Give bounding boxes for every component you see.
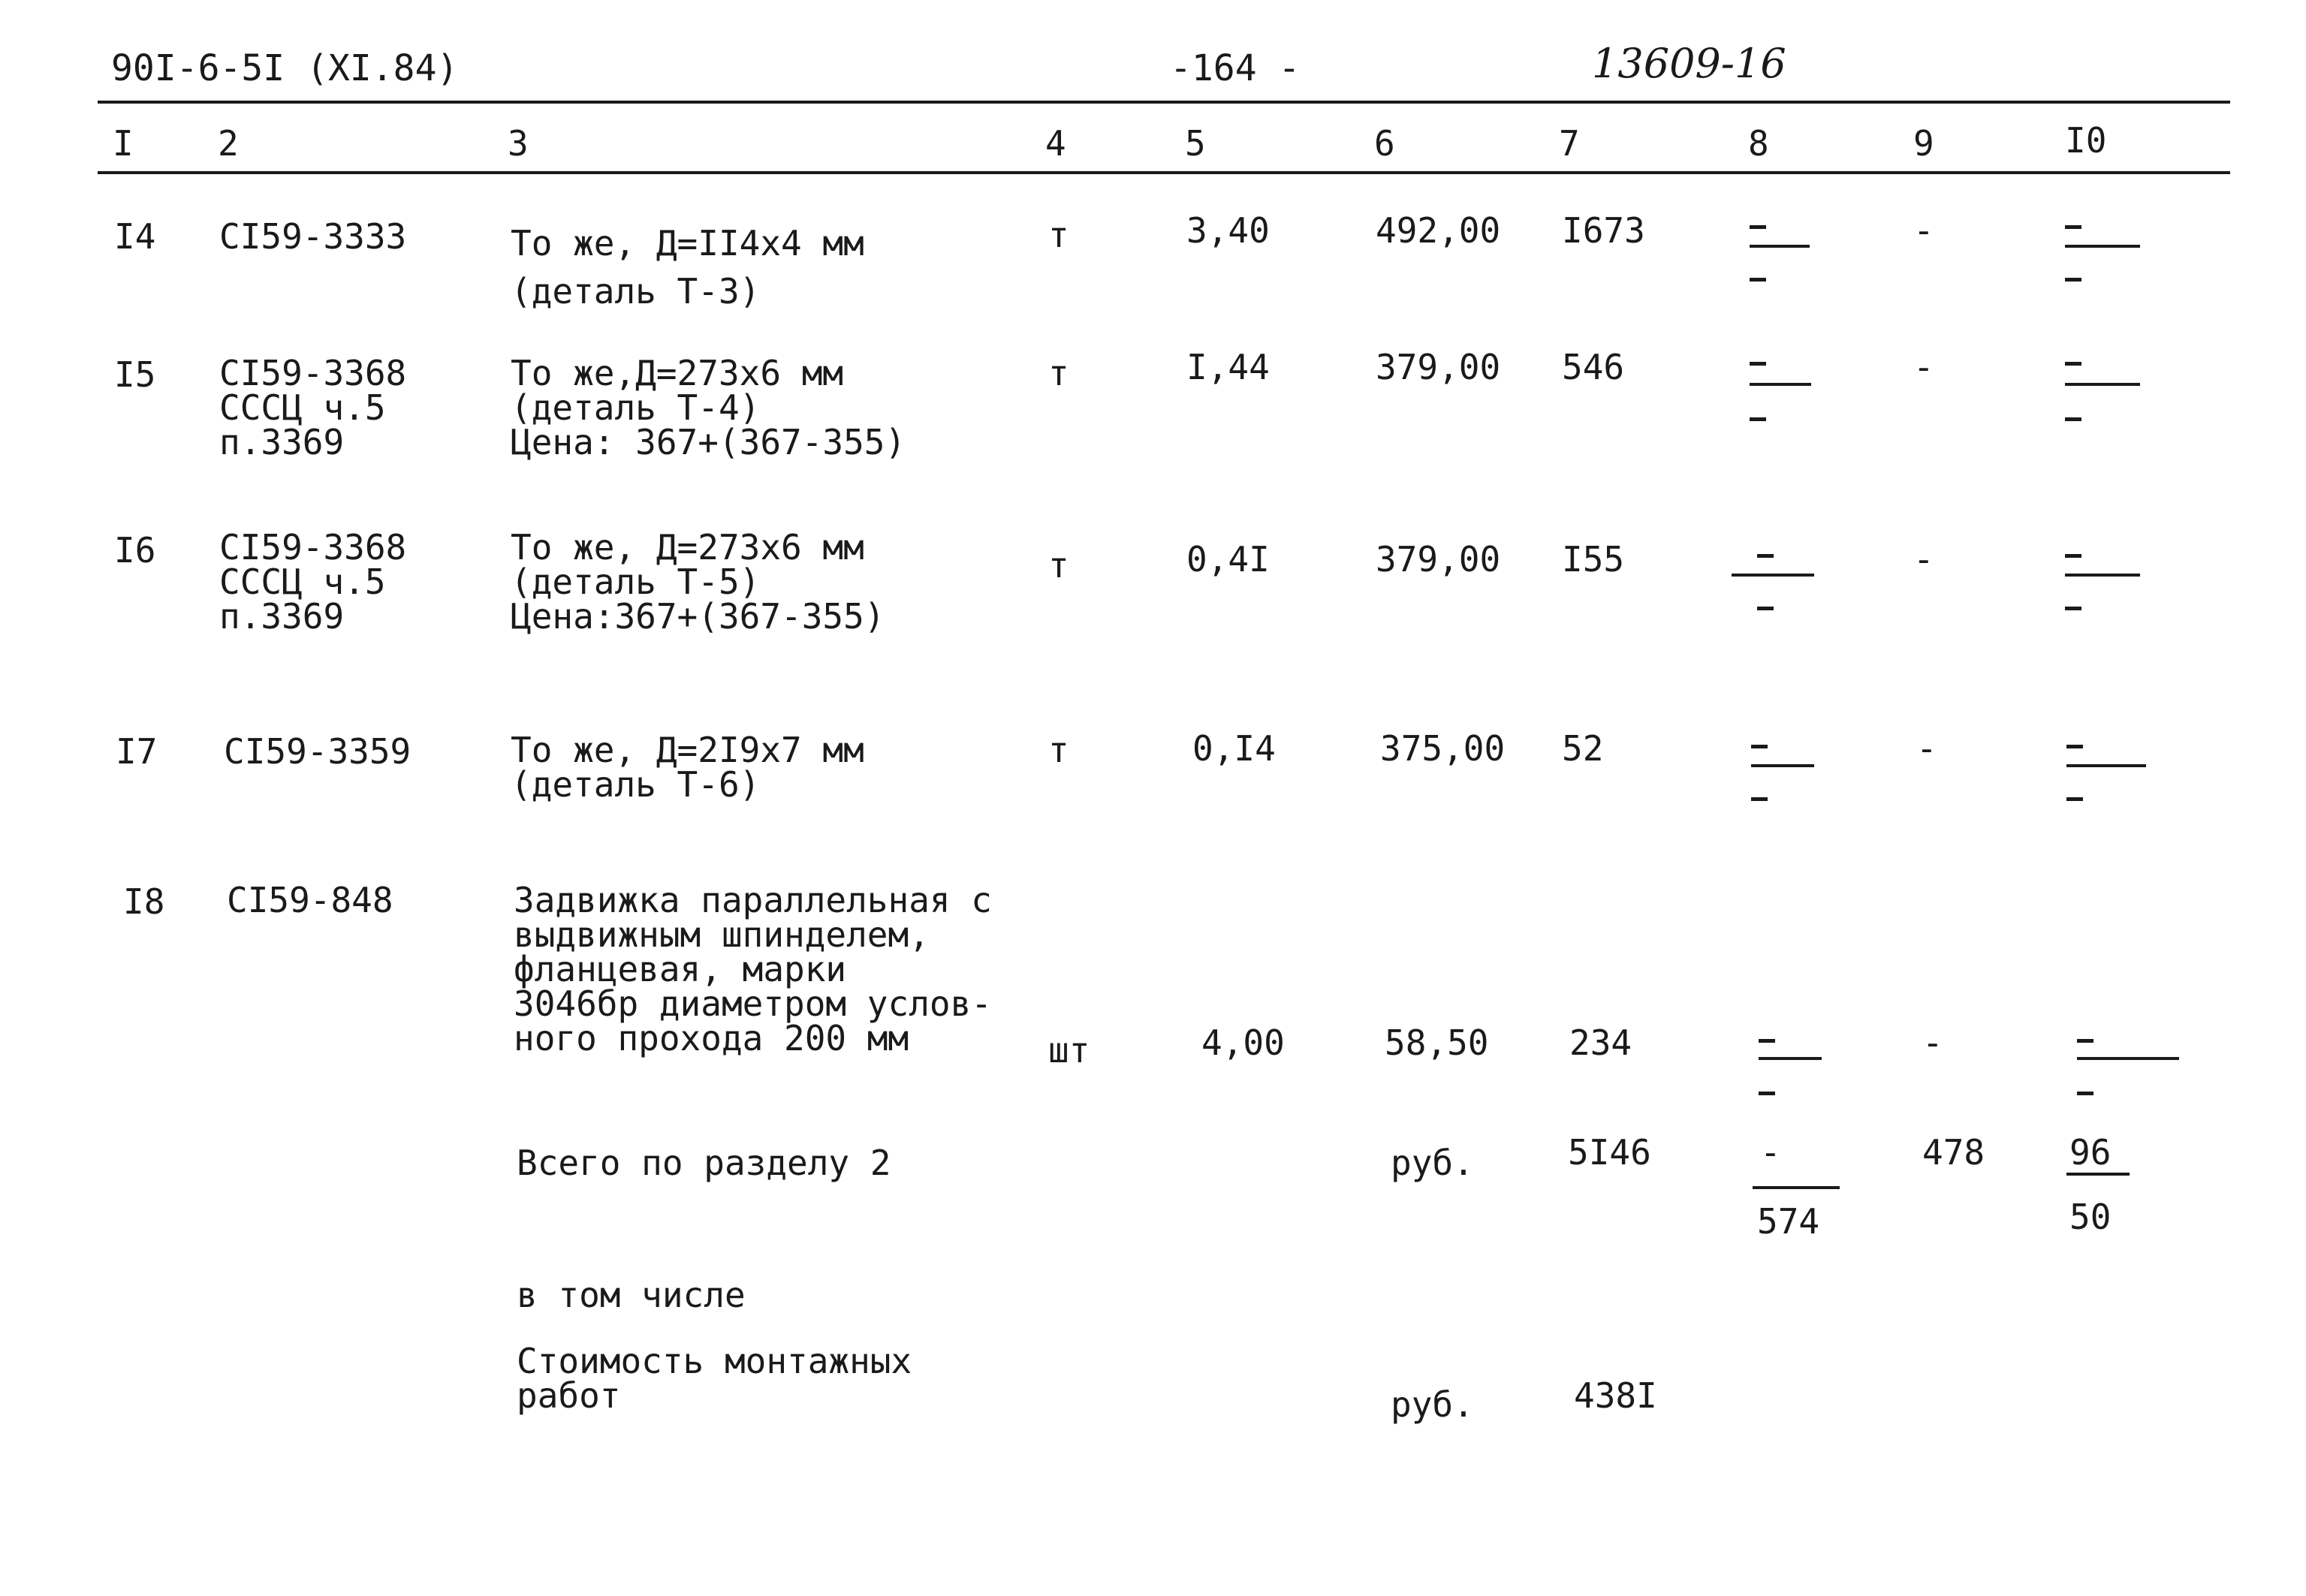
dash-mark: [2065, 554, 2081, 558]
row-unit: т: [1048, 215, 1069, 255]
row-description: То же, Д=273х6 мм (деталь Т-5) Цена:367+(367-355): [511, 527, 885, 637]
dash-mark: [1759, 1092, 1775, 1095]
fraction-line: [1751, 764, 1814, 767]
row-number: I5: [114, 354, 156, 395]
row-code: CI59-3368 СССЦ ч.5 п.3369: [219, 353, 407, 462]
dash-mark: [1750, 362, 1766, 366]
column-header-1: I: [113, 123, 134, 164]
dash-mark: [2065, 362, 2081, 366]
header-bottom-rule: [98, 171, 2230, 174]
row-number: I6: [114, 530, 156, 571]
row-number: I7: [116, 731, 158, 772]
row-quantity: 4,00: [1201, 1022, 1285, 1063]
column-header-8: 8: [1748, 123, 1769, 164]
dash-mark: [1751, 797, 1768, 801]
row-total: 546: [1562, 347, 1625, 387]
row-description: То же,Д=273х6 мм (деталь Т-4) Цена: 367+(367-355): [511, 353, 906, 462]
row-price: 379,00: [1376, 539, 1501, 580]
row-quantity: 0,4I: [1186, 539, 1270, 580]
row-description: То же, Д=2I9х7 мм (деталь Т-6): [511, 730, 864, 805]
fraction-line: [2065, 383, 2140, 386]
column-header-4: 4: [1045, 123, 1066, 164]
document-number: 13609-16: [1592, 40, 1786, 87]
dash-mark: [2065, 607, 2081, 610]
fraction-line: [1753, 1186, 1840, 1189]
section-total-col8-top: -: [1760, 1132, 1781, 1173]
row-col9: -: [1913, 539, 1934, 580]
mounting-cost-label: Стоимость монтажных работ: [517, 1341, 912, 1416]
row-code: CI59-3333: [219, 216, 407, 257]
page-number: -164 -: [1170, 47, 1301, 89]
row-total: 52: [1562, 728, 1604, 769]
column-header-10: I0: [2065, 120, 2107, 161]
row-price: 379,00: [1376, 347, 1501, 387]
section-total-col10-bottom: 50: [2069, 1197, 2112, 1237]
section-total-value: 5I46: [1568, 1132, 1651, 1173]
row-col9: -: [1913, 210, 1934, 251]
dash-mark: [2077, 1039, 2093, 1043]
column-header-3: 3: [508, 123, 529, 164]
row-price: 58,50: [1385, 1022, 1489, 1063]
fraction-line: [2077, 1057, 2179, 1060]
row-col9: -: [1913, 347, 1934, 387]
row-price: 375,00: [1380, 728, 1506, 769]
row-price: 492,00: [1376, 210, 1501, 251]
row-col9: -: [1916, 728, 1937, 769]
dash-mark: [2066, 745, 2083, 748]
fraction-line: [2065, 245, 2140, 248]
section-total-col10-top: 96: [2069, 1132, 2112, 1173]
section-total-label: Всего по разделу 2: [517, 1143, 891, 1183]
dash-mark: [2077, 1092, 2093, 1095]
dash-mark: [1751, 745, 1768, 748]
dash-mark: [1757, 607, 1774, 610]
fraction-line: [2065, 574, 2140, 577]
document-code: 90I-6-5I (XI.84): [111, 47, 459, 89]
row-quantity: 3,40: [1186, 210, 1270, 251]
column-header-7: 7: [1559, 123, 1580, 164]
dash-mark: [2065, 417, 2081, 421]
dash-mark: [1757, 554, 1774, 558]
row-code: CI59-3359: [224, 731, 411, 772]
fraction-line: [2066, 1173, 2130, 1176]
row-number: I4: [114, 216, 156, 257]
fraction-line: [2066, 764, 2146, 767]
row-unit: т: [1048, 353, 1069, 393]
section-total-unit: руб.: [1391, 1143, 1474, 1183]
dash-mark: [1750, 278, 1766, 282]
row-total: 234: [1569, 1022, 1632, 1063]
fraction-line: [1759, 1057, 1822, 1060]
row-unit: шт: [1048, 1030, 1090, 1071]
row-total: I673: [1562, 210, 1645, 251]
column-header-2: 2: [218, 123, 239, 164]
row-col9: -: [1922, 1022, 1943, 1063]
row-quantity: 0,I4: [1192, 728, 1276, 769]
dash-mark: [1759, 1039, 1775, 1043]
mounting-cost-unit: руб.: [1391, 1384, 1474, 1425]
row-total: I55: [1562, 539, 1625, 580]
dash-mark: [2066, 797, 2083, 801]
row-description: То же, Д=II4х4 мм (деталь Т-3): [511, 223, 864, 312]
row-code: CI59-3368 СССЦ ч.5 п.3369: [219, 527, 407, 637]
fraction-line: [1732, 574, 1814, 577]
row-unit: т: [1048, 730, 1069, 770]
row-description: Задвижка параллельная с выдвижным шпинделем, фланцевая, марки 3046бр диаметром услов- ного прохода 200 мм: [514, 880, 992, 1058]
dash-mark: [2065, 278, 2081, 282]
mounting-cost-value: 438I: [1574, 1375, 1657, 1416]
column-header-9: 9: [1913, 123, 1934, 164]
including-label: в том числе: [517, 1275, 746, 1315]
section-total-col8-bottom: 574: [1757, 1201, 1820, 1242]
row-unit: т: [1048, 545, 1069, 586]
fraction-line: [1750, 383, 1811, 386]
section-total-col9: 478: [1922, 1132, 1985, 1173]
dash-mark: [2065, 225, 2081, 229]
row-quantity: I,44: [1186, 347, 1270, 387]
column-header-5: 5: [1185, 123, 1206, 164]
fraction-line: [1750, 245, 1810, 248]
top-rule: [98, 101, 2230, 104]
dash-mark: [1750, 417, 1766, 421]
row-number: I8: [123, 881, 165, 922]
dash-mark: [1750, 225, 1766, 229]
column-header-6: 6: [1374, 123, 1395, 164]
row-code: CI59-848: [227, 880, 393, 920]
